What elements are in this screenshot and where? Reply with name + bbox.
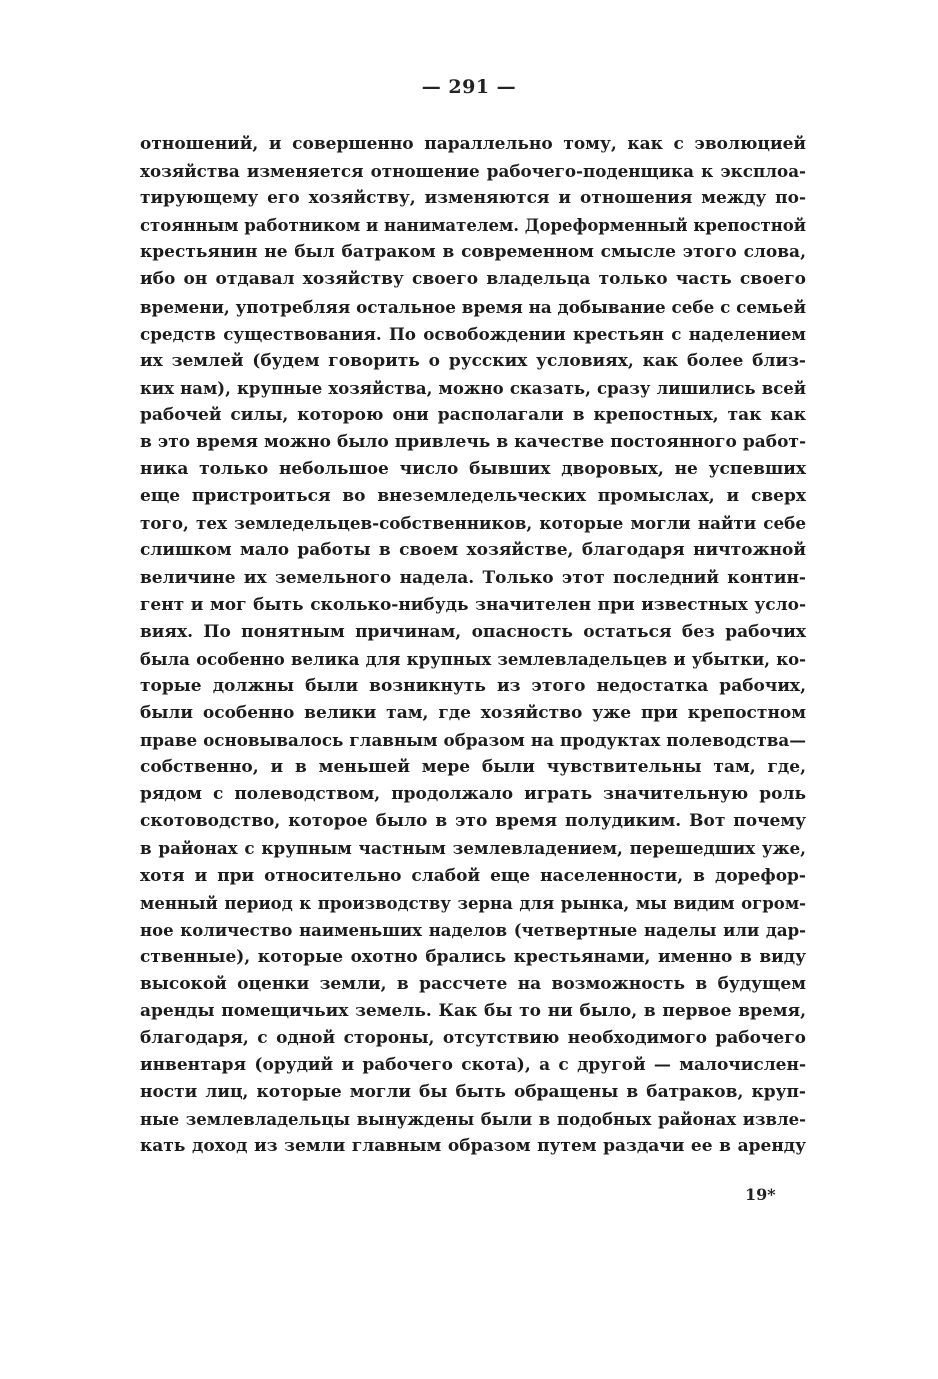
text-line: ника только небольшое число бывших дворовых, не успевших bbox=[140, 459, 806, 480]
text-line: праве основывалось главным образом на продуктах полеводства— bbox=[140, 730, 806, 751]
text-line: хотя и при относительно слабой еще населенности, в дорефор- bbox=[140, 865, 806, 886]
text-line: стоянным работником и нанимателем. Дореформенный крепостной bbox=[140, 216, 806, 236]
text-line: ибо он отдавал хозяйству своего владельца только часть своего bbox=[140, 269, 806, 290]
text-line: ные землевладельцы вынуждены были в подобных районах извле- bbox=[140, 1110, 806, 1130]
text-line: менный период к производству зерна для рынка, мы видим огром- bbox=[140, 893, 806, 913]
text-line: рядом с полеводством, продолжало играть значительную роль bbox=[140, 784, 806, 805]
text-line: высокой оценки земли, в рассчете на возможность в будущем bbox=[140, 973, 806, 994]
text-line: гент и мог быть сколько-нибудь значителен при известных усло- bbox=[140, 594, 806, 615]
signature-mark: 19* bbox=[745, 1185, 776, 1204]
text-line: ности лиц, которые могли бы быть обращены в батраков, круп- bbox=[140, 1082, 806, 1103]
text-line: была особенно велика для крупных землевладельцев и убытки, ко- bbox=[140, 649, 806, 669]
text-line: аренды помещичьих земель. Как бы то ни было, в первое время, bbox=[140, 1001, 806, 1021]
text-line: в это время можно было привлечь в качестве постоянного работ- bbox=[140, 432, 806, 453]
text-line: тирующему его хозяйству, изменяются и отношения между по- bbox=[140, 188, 806, 209]
text-line: еще пристроиться во внеземледельческих промыслах, и сверх bbox=[140, 486, 806, 507]
body-text bbox=[140, 131, 806, 1161]
text-line: ственные), которые охотно брались крестьянами, именно в виду bbox=[140, 946, 806, 967]
text-line: собственно, и в меньшей мере были чувствительны там, где, bbox=[140, 757, 806, 778]
text-line: виях. По понятным причинам, опасность остаться без рабочих bbox=[140, 621, 806, 642]
text-line: ное количество наименьших наделов (четвертные наделы или дар- bbox=[140, 920, 806, 940]
text-line: крестьянин не был батраком в современном смысле этого слова, bbox=[140, 242, 806, 263]
text-line: скотоводство, которое было в это время полудиким. Вот почему bbox=[140, 811, 806, 832]
text-line: слишком мало работы в своем хозяйстве, благодаря ничтожной bbox=[140, 540, 806, 561]
text-line: величине их земельного надела. Только этот последний контин- bbox=[140, 567, 806, 588]
text-line: благодаря, с одной стороны, отсутствию необходимого рабочего bbox=[140, 1028, 806, 1049]
text-line: инвентаря (орудий и рабочего скота), а с другой — малочислен- bbox=[140, 1055, 806, 1076]
text-line: рабочей силы, которою они располагали в крепостных, так как bbox=[140, 404, 806, 425]
text-line: были особенно велики там, где хозяйство уже при крепостном bbox=[140, 702, 806, 723]
text-line: того, тех земледельцев-собственников, которые могли найти себе bbox=[140, 513, 806, 534]
text-line: их землей (будем говорить о русских условиях, как более близ- bbox=[140, 350, 806, 371]
text-line: средств существования. По освобождении крестьян с наделением bbox=[140, 323, 806, 344]
text-line: в районах с крупным частным землевладением, перешедших уже, bbox=[140, 838, 806, 859]
page-number: — 291 — bbox=[421, 76, 517, 98]
text-line: ких нам), крупные хозяйства, можно сказать, сразу лишились всей bbox=[140, 378, 806, 398]
text-line: кать доход из земли главным образом путем раздачи ее в аренду bbox=[140, 1136, 806, 1157]
text-line: торые должны были возникнуть из этого недостатка рабочих, bbox=[140, 675, 806, 696]
text-line: отношений, и совершенно параллельно тому, как с эволюцией bbox=[140, 134, 806, 154]
text-line: хозяйства изменяется отношение рабочего-поденщика к эксплоа- bbox=[140, 161, 806, 182]
text-line: времени, употребляя остальное время на добывание себе с семьей bbox=[140, 296, 806, 317]
